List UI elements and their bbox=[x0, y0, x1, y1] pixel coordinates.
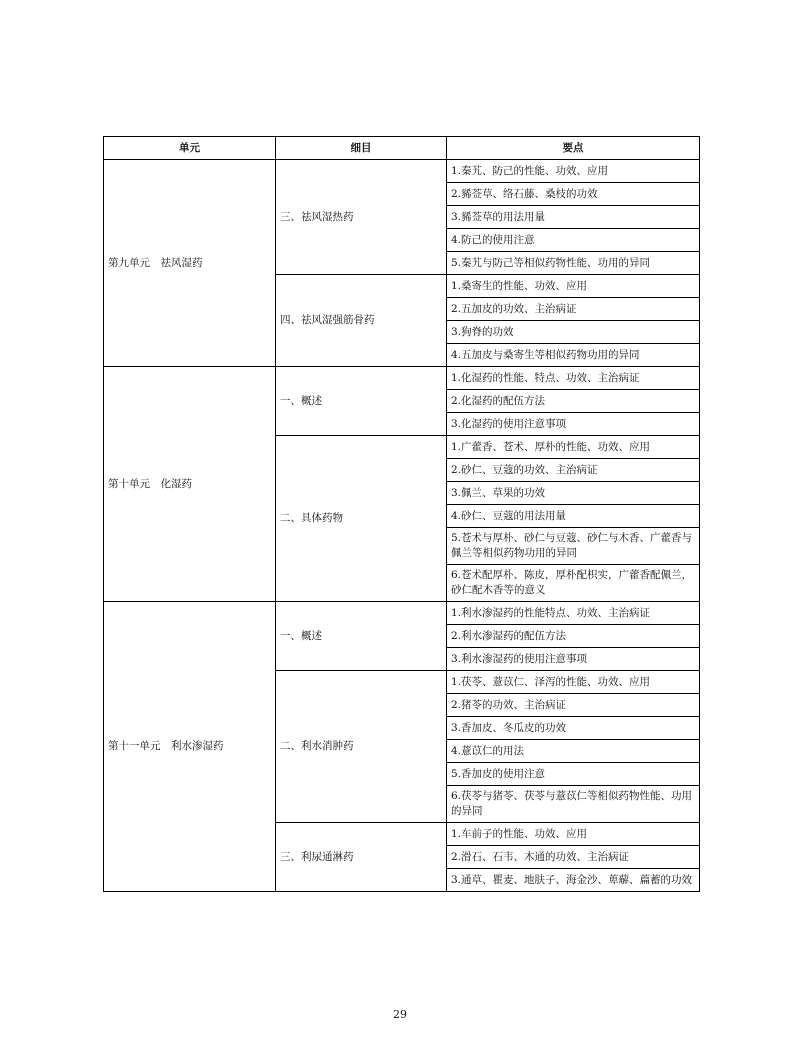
page-number: 29 bbox=[393, 1008, 407, 1021]
detail-cell: 三、利尿通淋药 bbox=[276, 823, 447, 892]
point-cell: 2.豨莶草、络石藤、桑枝的功效 bbox=[447, 183, 700, 206]
point-cell: 4.防己的使用注意 bbox=[447, 229, 700, 252]
table-row bbox=[104, 367, 700, 390]
detail-cell: 四、祛风湿强筋骨药 bbox=[276, 275, 447, 367]
header-points: 要点 bbox=[447, 137, 700, 160]
point-cell: 1.利水渗湿药的性能特点、功效、主治病证 bbox=[447, 602, 700, 625]
point-cell: 3.香加皮、冬瓜皮的功效 bbox=[447, 717, 700, 740]
point-cell: 2.利水渗湿药的配伍方法 bbox=[447, 625, 700, 648]
point-cell: 3.化湿药的使用注意事项 bbox=[447, 413, 700, 436]
point-cell: 3.狗脊的功效 bbox=[447, 321, 700, 344]
point-cell: 1.化湿药的性能、特点、功效、主治病证 bbox=[447, 367, 700, 390]
point-cell: 4.五加皮与桑寄生等相似药物功用的异同 bbox=[447, 344, 700, 367]
point-cell: 1.广藿香、苍术、厚朴的性能、功效、应用 bbox=[447, 436, 700, 459]
point-cell: 1.秦艽、防己的性能、功效、应用 bbox=[447, 160, 700, 183]
detail-cell: 二、具体药物 bbox=[276, 436, 447, 602]
point-cell: 5.香加皮的使用注意 bbox=[447, 763, 700, 786]
table-body bbox=[104, 160, 700, 892]
point-cell: 4.薏苡仁的用法 bbox=[447, 740, 700, 763]
point-cell: 3.利水渗湿药的使用注意事项 bbox=[447, 648, 700, 671]
point-cell: 2.滑石、石韦、木通的功效、主治病证 bbox=[447, 846, 700, 869]
table-row bbox=[104, 160, 700, 183]
detail-cell: 二、利水消肿药 bbox=[276, 671, 447, 823]
header-row bbox=[104, 137, 700, 160]
point-cell: 4.砂仁、豆蔻的用法用量 bbox=[447, 505, 700, 528]
syllabus-table bbox=[103, 136, 700, 892]
point-cell: 2.五加皮的功效、主治病证 bbox=[447, 298, 700, 321]
header-unit: 单元 bbox=[104, 137, 276, 160]
point-cell: 2.化湿药的配伍方法 bbox=[447, 390, 700, 413]
detail-cell: 一、概述 bbox=[276, 367, 447, 436]
point-cell: 3.豨莶草的用法用量 bbox=[447, 206, 700, 229]
point-cell: 1.车前子的性能、功效、应用 bbox=[447, 823, 700, 846]
point-cell: 3.佩兰、草果的功效 bbox=[447, 482, 700, 505]
table-row bbox=[104, 602, 700, 625]
header-detail: 细目 bbox=[276, 137, 447, 160]
unit-cell: 第十单元 化湿药 bbox=[104, 367, 276, 602]
unit-cell: 第九单元 祛风湿药 bbox=[104, 160, 276, 367]
point-cell: 2.砂仁、豆蔻的功效、主治病证 bbox=[447, 459, 700, 482]
detail-cell: 一、概述 bbox=[276, 602, 447, 671]
point-cell: 3.通草、瞿麦、地肤子、海金沙、萆薢、萹蓄的功效 bbox=[447, 869, 700, 892]
point-cell: 5.苍术与厚朴、砂仁与豆蔻、砂仁与木香、广藿香与佩兰等相似药物功用的异同 bbox=[447, 528, 700, 565]
point-cell: 1.桑寄生的性能、功效、应用 bbox=[447, 275, 700, 298]
unit-cell: 第十一单元 利水渗湿药 bbox=[104, 602, 276, 892]
point-cell: 6.苍术配厚朴、陈皮，厚朴配枳实，广藿香配佩兰，砂仁配木香等的意义 bbox=[447, 565, 700, 602]
point-cell: 1.茯苓、薏苡仁、泽泻的性能、功效、应用 bbox=[447, 671, 700, 694]
point-cell: 2.猪苓的功效、主治病证 bbox=[447, 694, 700, 717]
point-cell: 5.秦艽与防己等相似药物性能、功用的异同 bbox=[447, 252, 700, 275]
detail-cell: 三、祛风湿热药 bbox=[276, 160, 447, 275]
point-cell: 6.茯苓与猪苓、茯苓与薏苡仁等相似药物性能、功用的异同 bbox=[447, 786, 700, 823]
